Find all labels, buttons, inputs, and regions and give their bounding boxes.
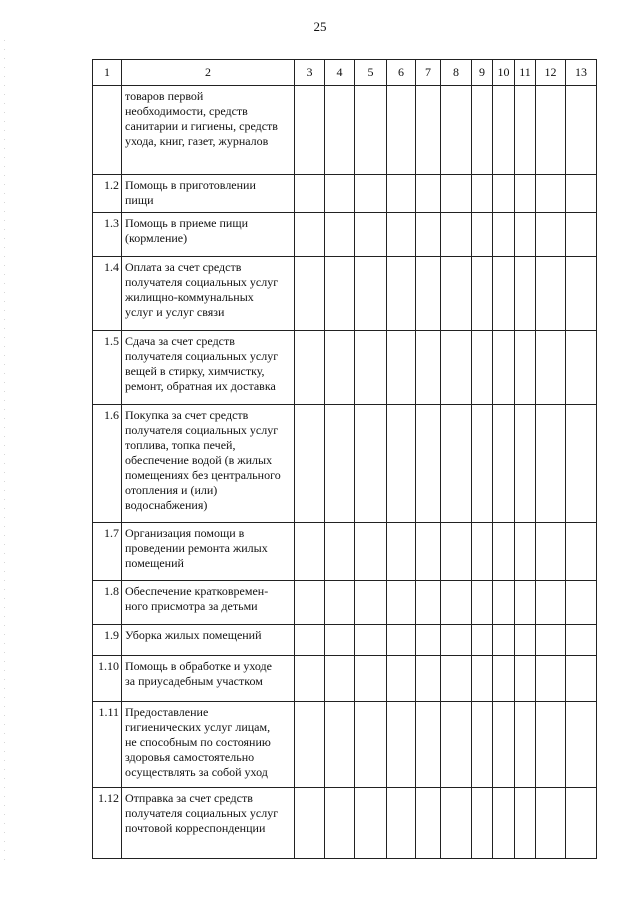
empty-cell [472, 656, 493, 702]
column-header: 7 [416, 60, 441, 86]
empty-cell [566, 788, 597, 859]
empty-cell [295, 257, 325, 331]
service-description: Помощь в обработке и уходе за приусадебным участком [122, 656, 295, 702]
empty-cell [355, 175, 387, 213]
empty-cell [416, 331, 441, 405]
empty-cell [493, 213, 515, 257]
empty-cell [472, 175, 493, 213]
empty-cell [295, 213, 325, 257]
row-number: 1.5 [93, 331, 122, 405]
empty-cell [441, 656, 472, 702]
table-row [93, 213, 597, 257]
row-number: 1.2 [93, 175, 122, 213]
column-header: 10 [493, 60, 515, 86]
empty-cell [472, 523, 493, 581]
empty-cell [515, 702, 536, 788]
column-header: 2 [122, 60, 295, 86]
column-header: 11 [515, 60, 536, 86]
empty-cell [536, 331, 566, 405]
row-number: 1.6 [93, 405, 122, 523]
table-body [93, 60, 597, 859]
empty-cell [493, 405, 515, 523]
empty-cell [387, 702, 416, 788]
empty-cell [566, 86, 597, 175]
services-table [92, 59, 597, 859]
empty-cell [515, 581, 536, 625]
table-row [93, 702, 597, 788]
empty-cell [536, 788, 566, 859]
empty-cell [295, 625, 325, 656]
empty-cell [387, 331, 416, 405]
empty-cell [355, 257, 387, 331]
table-row [93, 257, 597, 331]
empty-cell [472, 331, 493, 405]
empty-cell [493, 788, 515, 859]
empty-cell [325, 405, 355, 523]
empty-cell [355, 331, 387, 405]
empty-cell [387, 405, 416, 523]
empty-cell [355, 625, 387, 656]
empty-cell [325, 175, 355, 213]
empty-cell [515, 257, 536, 331]
empty-cell [441, 405, 472, 523]
service-description: Покупка за счет средств получателя социальных услуг топлива, топка печей, обеспечение водой (в жилых помещениях без центрального отопления и (или) водоснабжения) [122, 405, 295, 523]
empty-cell [325, 331, 355, 405]
table-row [93, 175, 597, 213]
empty-cell [515, 175, 536, 213]
empty-cell [515, 788, 536, 859]
empty-cell [441, 625, 472, 656]
empty-cell [536, 175, 566, 213]
empty-cell [416, 625, 441, 656]
empty-cell [355, 86, 387, 175]
empty-cell [536, 656, 566, 702]
empty-cell [387, 656, 416, 702]
empty-cell [441, 257, 472, 331]
empty-cell [536, 86, 566, 175]
table-row [93, 625, 597, 656]
table-row [93, 331, 597, 405]
empty-cell [325, 213, 355, 257]
row-number [93, 86, 122, 175]
empty-cell [566, 331, 597, 405]
empty-cell [355, 581, 387, 625]
empty-cell [566, 257, 597, 331]
row-number: 1.9 [93, 625, 122, 656]
empty-cell [536, 405, 566, 523]
empty-cell [295, 175, 325, 213]
empty-cell [566, 581, 597, 625]
empty-cell [355, 405, 387, 523]
empty-cell [441, 523, 472, 581]
table-row [93, 581, 597, 625]
empty-cell [325, 86, 355, 175]
empty-cell [566, 213, 597, 257]
column-header: 8 [441, 60, 472, 86]
column-header: 6 [387, 60, 416, 86]
empty-cell [493, 175, 515, 213]
row-number: 1.11 [93, 702, 122, 788]
column-header: 9 [472, 60, 493, 86]
empty-cell [515, 213, 536, 257]
row-number: 1.8 [93, 581, 122, 625]
empty-cell [416, 175, 441, 213]
column-header: 13 [566, 60, 597, 86]
empty-cell [566, 405, 597, 523]
table-row [93, 656, 597, 702]
service-description: Отправка за счет средств получателя социальных услуг почтовой корреспонденции [122, 788, 295, 859]
empty-cell [416, 581, 441, 625]
empty-cell [387, 86, 416, 175]
empty-cell [566, 523, 597, 581]
empty-cell [472, 625, 493, 656]
empty-cell [472, 405, 493, 523]
empty-cell [536, 581, 566, 625]
empty-cell [536, 523, 566, 581]
empty-cell [387, 523, 416, 581]
empty-cell [355, 213, 387, 257]
empty-cell [355, 788, 387, 859]
empty-cell [441, 86, 472, 175]
empty-cell [472, 86, 493, 175]
empty-cell [515, 656, 536, 702]
column-header: 12 [536, 60, 566, 86]
empty-cell [566, 702, 597, 788]
empty-cell [355, 656, 387, 702]
empty-cell [295, 86, 325, 175]
empty-cell [515, 523, 536, 581]
empty-cell [536, 702, 566, 788]
service-description: Сдача за счет средств получателя социальных услуг вещей в стирку, химчистку, ремонт, обратная их доставка [122, 331, 295, 405]
empty-cell [295, 656, 325, 702]
service-description: Организация помощи в проведении ремонта жилых помещений [122, 523, 295, 581]
empty-cell [387, 175, 416, 213]
empty-cell [355, 523, 387, 581]
empty-cell [416, 523, 441, 581]
empty-cell [493, 86, 515, 175]
row-number: 1.4 [93, 257, 122, 331]
row-number: 1.10 [93, 656, 122, 702]
empty-cell [493, 625, 515, 656]
service-description: товаров первой необходимости, средств санитарии и гигиены, средств ухода, книг, газет, журналов [122, 86, 295, 175]
table-row [93, 788, 597, 859]
empty-cell [493, 702, 515, 788]
empty-cell [441, 788, 472, 859]
empty-cell [325, 257, 355, 331]
empty-cell [472, 702, 493, 788]
empty-cell [416, 656, 441, 702]
empty-cell [566, 625, 597, 656]
empty-cell [387, 581, 416, 625]
empty-cell [416, 213, 441, 257]
empty-cell [566, 175, 597, 213]
empty-cell [416, 702, 441, 788]
table-row [93, 405, 597, 523]
empty-cell [295, 331, 325, 405]
empty-cell [295, 581, 325, 625]
row-number: 1.3 [93, 213, 122, 257]
table-row [93, 523, 597, 581]
empty-cell [536, 625, 566, 656]
empty-cell [493, 331, 515, 405]
column-header: 5 [355, 60, 387, 86]
empty-cell [515, 331, 536, 405]
empty-cell [416, 86, 441, 175]
header-row [93, 60, 597, 86]
empty-cell [387, 213, 416, 257]
empty-cell [325, 788, 355, 859]
empty-cell [295, 702, 325, 788]
service-description: Обеспечение кратковремен- ного присмотра за детьми [122, 581, 295, 625]
empty-cell [441, 175, 472, 213]
empty-cell [515, 405, 536, 523]
empty-cell [325, 656, 355, 702]
row-number: 1.7 [93, 523, 122, 581]
service-description: Оплата за счет средств получателя социальных услуг жилищно-коммунальных услуг и услуг связи [122, 257, 295, 331]
empty-cell [325, 581, 355, 625]
empty-cell [493, 656, 515, 702]
empty-cell [536, 213, 566, 257]
empty-cell [441, 702, 472, 788]
empty-cell [493, 257, 515, 331]
empty-cell [472, 257, 493, 331]
empty-cell [295, 788, 325, 859]
service-description: Помощь в приеме пищи (кормление) [122, 213, 295, 257]
empty-cell [472, 581, 493, 625]
empty-cell [566, 656, 597, 702]
column-header: 1 [93, 60, 122, 86]
empty-cell [387, 788, 416, 859]
table-row [93, 86, 597, 175]
empty-cell [441, 581, 472, 625]
empty-cell [515, 86, 536, 175]
empty-cell [325, 625, 355, 656]
empty-cell [472, 213, 493, 257]
column-header: 3 [295, 60, 325, 86]
empty-cell [441, 213, 472, 257]
service-description: Помощь в приготовлении пищи [122, 175, 295, 213]
page-number: 25 [313, 19, 327, 34]
row-number: 1.12 [93, 788, 122, 859]
empty-cell [493, 581, 515, 625]
empty-cell [325, 523, 355, 581]
empty-cell [295, 405, 325, 523]
empty-cell [493, 523, 515, 581]
empty-cell [472, 788, 493, 859]
empty-cell [387, 625, 416, 656]
empty-cell [416, 405, 441, 523]
empty-cell [536, 257, 566, 331]
empty-cell [416, 788, 441, 859]
column-header: 4 [325, 60, 355, 86]
page-edge-shadow [4, 40, 5, 860]
empty-cell [325, 702, 355, 788]
service-description: Предоставление гигиенических услуг лицам, не способным по состоянию здоровья самостоятельно осуществлять за собой уход [122, 702, 295, 788]
empty-cell [355, 702, 387, 788]
empty-cell [387, 257, 416, 331]
empty-cell [416, 257, 441, 331]
empty-cell [295, 523, 325, 581]
service-description: Уборка жилых помещений [122, 625, 295, 656]
empty-cell [515, 625, 536, 656]
empty-cell [441, 331, 472, 405]
